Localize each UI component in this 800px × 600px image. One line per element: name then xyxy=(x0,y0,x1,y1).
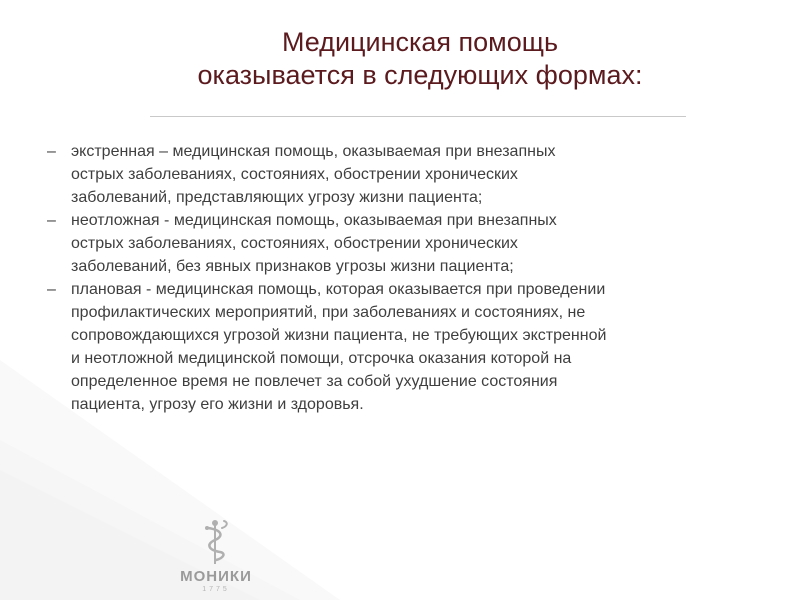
text-line: сопровождающихся угрозой жизни пациента, не требующих экстренной xyxy=(71,327,607,344)
bullet-list xyxy=(44,140,764,416)
organization-logo xyxy=(170,518,260,598)
text-line: острых заболеваниях, состояниях, обострении хронических xyxy=(71,235,518,252)
title-line: оказывается в следующих формах: xyxy=(197,60,643,90)
text-line: и неотложной медицинской помощи, отсрочка оказания которой на xyxy=(71,350,572,367)
text-line: определенное время не повлечет за собой ухудшение состояния xyxy=(71,373,558,390)
logo-name: МОНИКИ xyxy=(180,568,252,585)
title-divider xyxy=(150,116,686,117)
text-line: пациента, угрозу его жизни и здоровья. xyxy=(71,396,364,413)
list-item xyxy=(44,140,764,209)
list-item xyxy=(44,209,764,278)
list-item-text xyxy=(71,140,764,209)
list-item-text xyxy=(71,209,764,278)
caduceus-icon xyxy=(200,518,230,566)
text-line: профилактических мероприятий, при заболеваниях и состояниях, не xyxy=(71,304,586,321)
bullet-marker: – xyxy=(47,281,56,298)
list-item xyxy=(44,278,764,416)
text-line: заболеваний, без явных признаков угрозы жизни пациента; xyxy=(71,258,514,275)
logo-year: 1775 xyxy=(202,586,230,593)
bullet-marker: – xyxy=(47,143,56,160)
text-line: заболеваний, представляющих угрозу жизни пациента; xyxy=(71,189,483,206)
text-line: острых заболеваниях, состояниях, обострении хронических xyxy=(71,166,518,183)
text-line: плановая - медицинская помощь, которая оказывается при проведении xyxy=(71,281,606,298)
title-line: Медицинская помощь xyxy=(281,27,559,57)
bullet-marker: – xyxy=(47,212,56,229)
list-item-text xyxy=(71,278,764,416)
text-line: неотложная - медицинская помощь, оказываемая при внезапных xyxy=(71,212,557,229)
page-title xyxy=(150,26,690,92)
text-line: экстренная – медицинская помощь, оказываемая при внезапных xyxy=(71,143,556,160)
